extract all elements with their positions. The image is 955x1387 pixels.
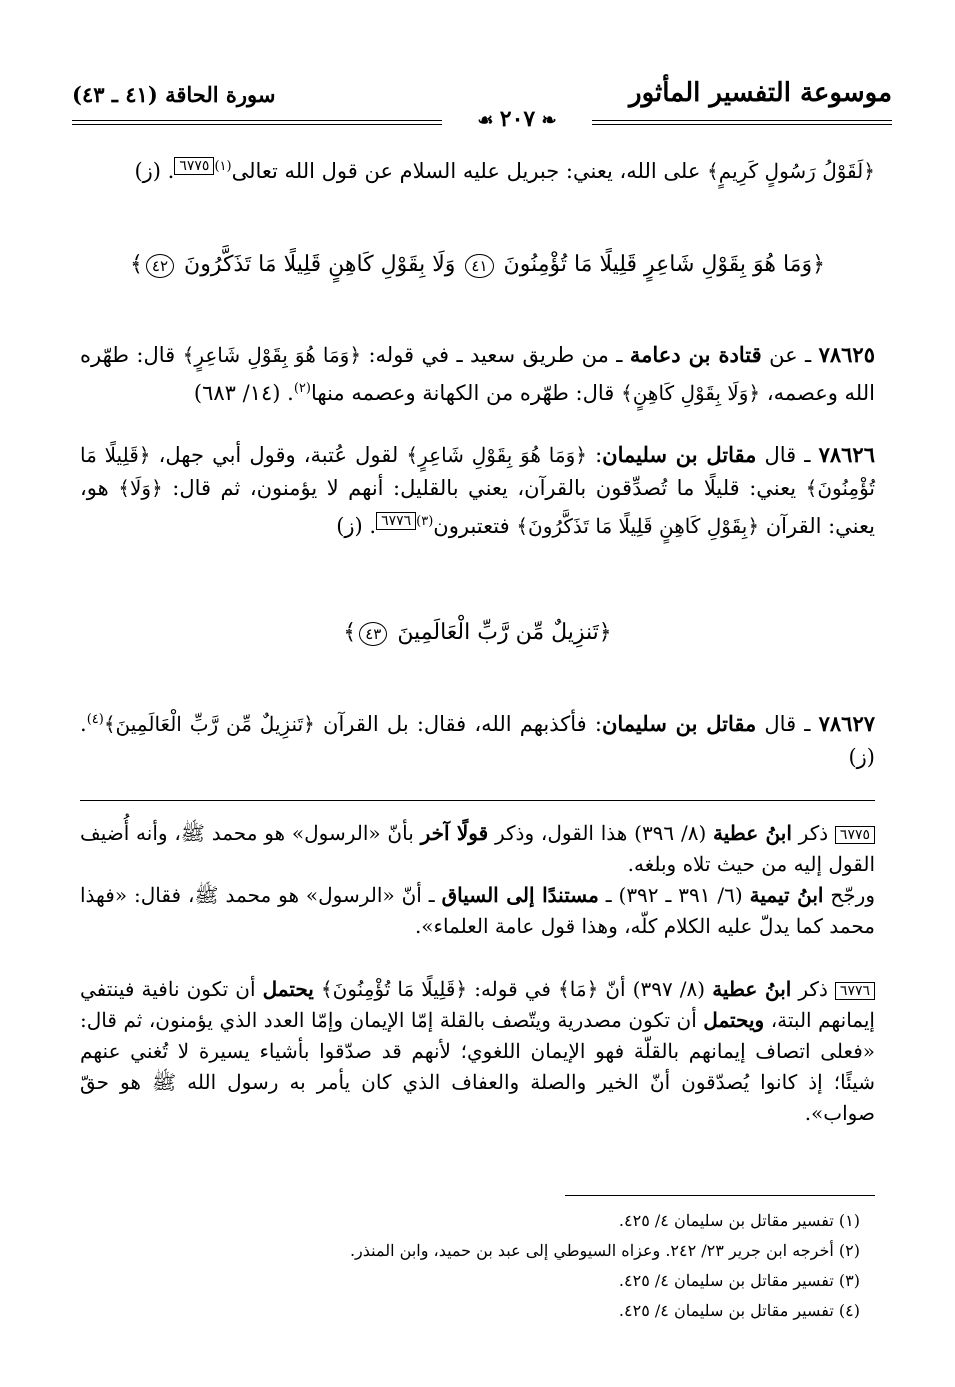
emphasis-text: مستندًا إلى السياق [441, 883, 599, 907]
book-title: موسوعة التفسير المأثور [629, 78, 892, 108]
paragraph-text: ورجّح [823, 883, 875, 907]
note-ref-box: ٦٧٧٦ [376, 512, 416, 530]
footnote-marker: (٢) [293, 381, 311, 396]
verse-block [80, 252, 875, 278]
surah-title: سورة الحاقة (٤١ ـ ٤٣) [72, 82, 276, 107]
paragraph-text: ـ قال [756, 443, 819, 467]
verse-text: وَلَا بِقَوْلِ كَاهِنٍ قَلِيلًا مَا تَذَكَّرُونَ [184, 252, 456, 277]
footnote-4: (٤) تفسير مقاتل بن سليمان ٤/ ٤٢٥. [618, 1301, 860, 1320]
paragraph-text: على الله، يعني: جبريل عليه السلام عن قول الله تعالى [231, 159, 708, 183]
paragraph-text: ذكر [791, 821, 835, 845]
paragraph-text: (٨/ ٣٩٦) هذا القول، وذكر [488, 821, 714, 845]
paragraph-text: أن تكون مصدرية ويتّصف بالقلة إمّا الإيمان وإمّا العدد الذي يؤمنون، ثم قال: «فعلى اتصاف إيمانهم بالقلّة فهو الإيمان اللغوي؛ لأنهم قد صدّقوا بأشياء يسيرة لا تُغني عنهم شيئًا؛ إذ كانوا يُصدّقون أنّ الخير والصلة والعفاف الذي كان يأمر به رسول الله ﷺ هو حقّ صواب». [80, 1008, 875, 1125]
quran-quote: ﴿قَلِيلًا مَا تُؤْمِنُونَ﴾ [80, 443, 875, 500]
ornament-icon: ☙ [477, 110, 500, 131]
paragraph-text: يعني: قليلًا ما تُصدِّقون بالقرآن، يعني بالقليل: أنهم لا يؤمنون، ثم قال: [162, 476, 806, 500]
scholar-name: ابنُ تيمية [749, 883, 824, 907]
quran-quote: ﴿وَلَا﴾ [118, 476, 163, 500]
note-ref-box: ٦٧٧٥ [835, 826, 875, 844]
verse-close-bracket: ﴾ [130, 252, 143, 277]
source-code: . (ز) [80, 712, 875, 769]
emphasis-text: يحتمل [262, 977, 314, 1001]
paragraph-text: هو، يعني: القرآن [80, 476, 875, 538]
paragraph-text: (٦/ ٣٩١ ـ ٣٩٢) ـ [598, 883, 750, 907]
note-ref-box: ٦٧٧٥ [174, 157, 214, 175]
ayah-number-marker: ٤٢ [146, 254, 174, 278]
narration-78626 [80, 438, 875, 543]
footnote-1: (١) تفسير مقاتل بن سليمان ٤/ ٤٢٥. [618, 1211, 860, 1230]
quran-quote: ﴿وَمَا هُوَ بِقَوْلِ شَاعِرٍ﴾ [182, 343, 362, 367]
quran-quote: ﴿وَمَا هُوَ بِقَوْلِ شَاعِرٍ﴾ [406, 443, 587, 467]
narrator-name: مقاتل بن سليمان [601, 711, 757, 736]
paragraph-text: لقول عُتبة، وقول أبي جهل، [150, 443, 407, 467]
narration-number: ٧٨٦٢٧ [818, 711, 876, 736]
page-number-text: ٢٠٧ [499, 106, 536, 132]
narration-78627 [80, 703, 875, 774]
paragraph-text: : [586, 443, 603, 467]
commentary-note-6776 [80, 974, 875, 1129]
paragraph-text: بأنّ «الرسول» هو محمد ﷺ، وأنه أُضيف القول إليه من حيث تلاه وبلغه. [80, 821, 875, 876]
paragraph-text: ـ أنّ «الرسول» هو محمد ﷺ، فقال: «فهذا محمد كما يدلّ عليه الكلام كلّه، وهذا قول عامة العلماء». [80, 883, 875, 938]
paragraph-text: قال: طهّره الله وعصمه، [80, 343, 875, 405]
paragraph-text: : فأكذبهم الله، فقال: بل القرآن [314, 712, 602, 736]
paragraph-text [314, 977, 321, 1001]
emphasis-text: قولًا آخر [420, 821, 489, 845]
verse-text: ﴿تَنزِيلٌ مِّن رَّبِّ الْعَالَمِينَ [397, 620, 612, 645]
page-number [442, 106, 592, 132]
narrator-name: قتادة بن دعامة [629, 342, 762, 367]
notes-separator [80, 800, 875, 801]
paragraph-text: ـ عن [761, 343, 819, 367]
quran-quote: ﴿قَلِيلًا مَا تُؤْمِنُونَ﴾ [320, 977, 468, 1001]
paragraph-text: (٨/ ٣٩٧) أنّ [598, 977, 713, 1001]
footnote-3: (٣) تفسير مقاتل بن سليمان ٤/ ٤٢٥. [618, 1271, 860, 1290]
paragraph-text: فتعتبرون [433, 514, 517, 538]
quran-quote: ﴿لَقَوْلُ رَسُولٍ كَرِيمٍ﴾ [707, 159, 875, 183]
narrator-name: مقاتل بن سليمان [602, 442, 757, 467]
narration-number: ٧٨٦٢٥ [818, 342, 875, 367]
ornament-icon: ❧ [535, 110, 557, 131]
verse-block [80, 620, 875, 646]
paragraph-text: ـ قال [756, 712, 819, 736]
footnote-marker: (١) [214, 159, 232, 174]
paragraph-text: في قوله: [467, 977, 559, 1001]
footnote-marker: (٣) [416, 514, 434, 529]
quran-quote: ﴿تَنزِيلٌ مِّن رَّبِّ الْعَالَمِينَ﴾ [103, 712, 315, 736]
footnotes-separator [565, 1195, 875, 1196]
source-code: . (ز) [336, 514, 377, 538]
source-code: . (ز) [134, 159, 175, 183]
footnote-marker: (٤) [86, 712, 104, 727]
paragraph-text: أن تكون نافية فينتفي إيمانهم البتة، [80, 977, 875, 1032]
quran-quote: ﴿مَا﴾ [558, 977, 599, 1001]
intro-paragraph [80, 150, 875, 188]
paragraph-text: ـ من طريق سعيد ـ في قوله: [361, 343, 630, 367]
ayah-number-marker: ٤٣ [359, 622, 387, 646]
emphasis-text: ويحتمل [703, 1008, 765, 1032]
note-ref-box: ٦٧٧٦ [835, 982, 875, 1000]
quran-quote: ﴿بِقَوْلِ كَاهِنٍ قَلِيلًا مَا تَذَكَّرُونَ﴾ [516, 514, 760, 538]
footnote-2: (٢) أخرجه ابن جرير ٢٣/ ٢٤٢. وعزاه السيوطي إلى عبد بن حميد، وابن المنذر. [349, 1241, 860, 1260]
scholar-name: ابنُ عطية [712, 977, 792, 1001]
verse-text: ﴿وَمَا هُوَ بِقَوْلِ شَاعِرٍ قَلِيلًا مَا تُؤْمِنُونَ [503, 252, 825, 277]
ayah-number-marker: ٤١ [465, 254, 493, 278]
narration-number: ٧٨٦٢٦ [818, 442, 875, 467]
quran-quote: ﴿وَلَا بِقَوْلِ كَاهِنٍ﴾ [620, 381, 761, 405]
verse-close-bracket: ﴾ [343, 620, 357, 645]
narration-78625 [80, 338, 875, 410]
scholar-name: ابنُ عطية [713, 821, 792, 845]
page-header [72, 72, 892, 132]
source-code: . (١٤/ ٦٨٣) [193, 381, 294, 405]
paragraph-text: ذكر [791, 977, 835, 1001]
paragraph-text: قال: طهّره من الكهانة وعصمه منها [310, 381, 621, 405]
commentary-note-6775 [80, 818, 875, 942]
